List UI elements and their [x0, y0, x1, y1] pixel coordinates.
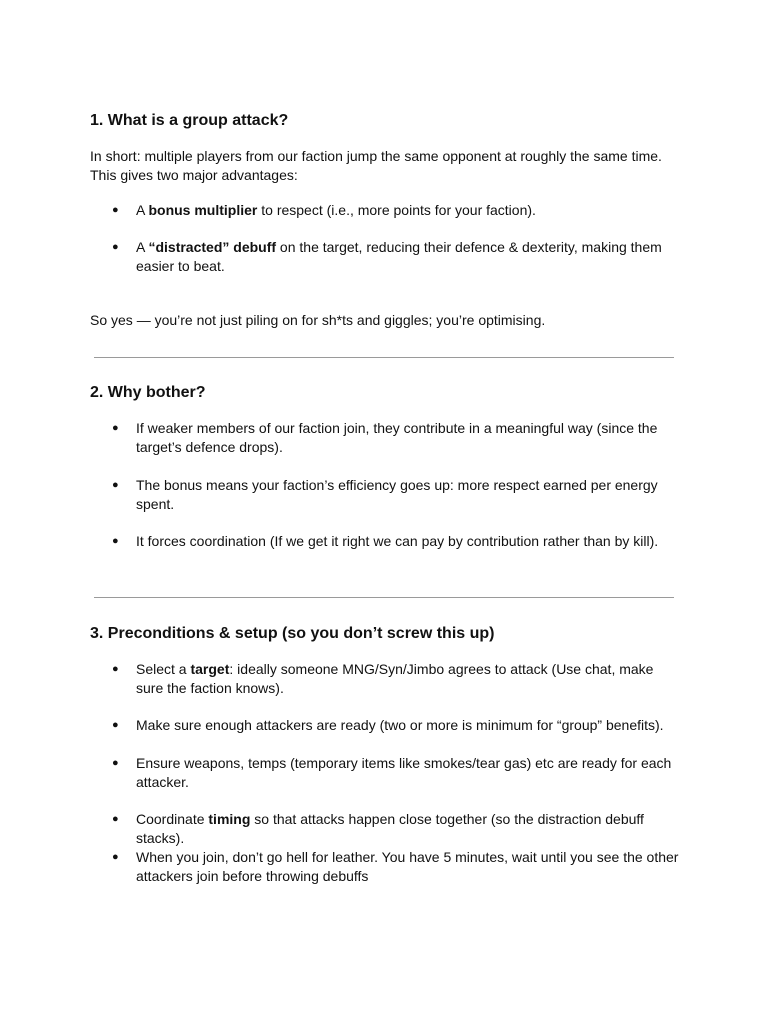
section-2-heading: 2. Why bother?	[90, 384, 206, 401]
bullet-icon: ●	[112, 479, 119, 491]
section-1-intro-line-1: In short: multiple players from our faction jump the same opponent at roughly the same time.	[90, 148, 662, 164]
bullet-icon: ●	[112, 851, 119, 863]
bullet-icon: ●	[112, 757, 119, 769]
section-3-list-item: ● Select a target: ideally someone MNG/Syn/Jimbo agrees to attack (Use chat, make sure the faction knows).	[112, 661, 654, 696]
bold-term: target	[190, 661, 230, 677]
bullet-icon: ●	[112, 241, 119, 253]
bullet-icon: ●	[112, 204, 119, 216]
section-2-list-item: ● It forces coordination (If we get it right we can pay by contribution rather than by kill).	[112, 533, 659, 549]
bullet-icon: ●	[112, 719, 119, 731]
bullet-icon: ●	[112, 813, 119, 825]
section-3-heading: 3. Preconditions & setup (so you don’t screw this up)	[90, 625, 495, 642]
bold-term: “distracted” debuff	[148, 239, 277, 255]
section-divider	[94, 597, 674, 598]
section-divider	[94, 357, 674, 358]
section-1-heading: 1. What is a group attack?	[90, 112, 289, 129]
section-2-list-item: ● If weaker members of our faction join, they contribute in a meaningful way (since the target’s defence drops).	[112, 420, 658, 455]
section-1-list-item: ● A “distracted” debuff on the target, reducing their defence & dexterity, making them easier to beat.	[112, 239, 662, 274]
section-3-list-item: ● Ensure weapons, temps (temporary items like smokes/tear gas) etc are ready for each attacker.	[112, 755, 672, 790]
section-1-closing: So yes — you’re not just piling on for sh*ts and giggles; you’re optimising.	[90, 312, 546, 328]
section-3-list-item: ● When you join, don’t go hell for leather. You have 5 minutes, wait until you see the other attackers join before throwing debuffs	[112, 849, 679, 884]
bullet-icon: ●	[112, 663, 119, 675]
section-3-list-item: ● Make sure enough attackers are ready (two or more is minimum for “group” benefits).	[112, 717, 664, 733]
section-1-intro	[90, 147, 690, 185]
bullet-icon: ●	[112, 422, 119, 434]
section-1-list-item: ● A bonus multiplier to respect (i.e., more points for your faction).	[112, 202, 536, 218]
bold-term: timing	[208, 811, 251, 827]
section-1-intro-line-2: This gives two major advantages:	[90, 167, 298, 183]
section-3-list-item: ● Coordinate timing so that attacks happen close together (so the distraction debuff stacks).	[112, 811, 644, 846]
section-2-list-item: ● The bonus means your faction’s efficiency goes up: more respect earned per energy spent.	[112, 477, 658, 512]
bullet-icon: ●	[112, 535, 119, 547]
bold-term: bonus multiplier	[148, 202, 258, 218]
